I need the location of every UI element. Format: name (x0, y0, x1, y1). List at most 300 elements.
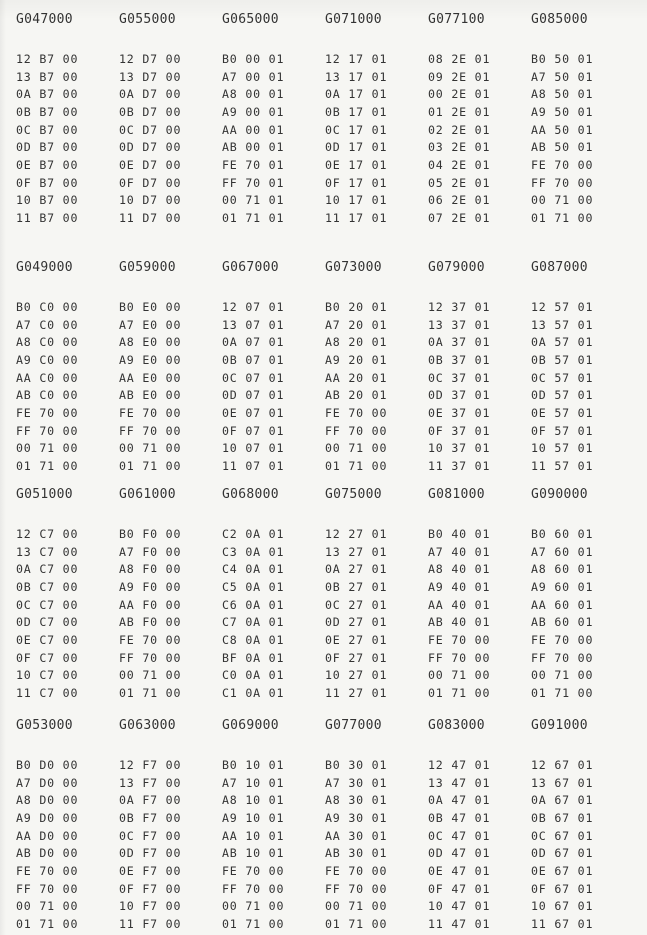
hex-cell: FF 70 00 (325, 423, 388, 438)
hex-cell: 12 C7 00 (16, 526, 79, 541)
hex-cell: AA 60 01 (531, 597, 594, 612)
hex-cell: 01 71 00 (119, 686, 182, 701)
hex-cell: AA D0 00 (16, 828, 79, 843)
hex-cell: 0A D7 00 (119, 87, 182, 102)
hex-cell: 00 71 00 (428, 668, 491, 683)
hex-cell: 0C F7 00 (119, 828, 182, 843)
table-row (16, 50, 636, 68)
hex-cell: A8 40 01 (428, 562, 491, 577)
hex-cell: FF 70 00 (325, 881, 388, 896)
hex-cell: 0E 67 01 (531, 863, 594, 878)
table-row (16, 613, 636, 631)
hex-cell: C1 0A 01 (222, 686, 285, 701)
hex-cell: 10 F7 00 (119, 899, 182, 914)
hex-cell: 10 B7 00 (16, 193, 79, 208)
table-row (16, 880, 636, 898)
hex-cell: A8 E0 00 (119, 335, 182, 350)
hex-cell: 04 2E 01 (428, 157, 491, 172)
hex-cell: A7 00 01 (222, 69, 285, 84)
hex-cell: 01 2E 01 (428, 104, 491, 119)
header-row (16, 8, 636, 30)
hex-cell: A7 60 01 (531, 544, 594, 559)
hex-cell: 01 71 00 (16, 459, 79, 474)
hex-cell: 00 2E 01 (428, 87, 491, 102)
hex-cell: 0A 57 01 (531, 335, 594, 350)
hex-cell: 0C 37 01 (428, 370, 491, 385)
hex-cell: 0A F7 00 (119, 793, 182, 808)
table-row (16, 560, 636, 578)
hex-cell: 11 B7 00 (16, 211, 79, 226)
hex-cell: 13 C7 00 (16, 544, 79, 559)
hex-cell: 10 37 01 (428, 441, 491, 456)
hex-cell: 0D F7 00 (119, 846, 182, 861)
hex-cell: 0B 17 01 (325, 104, 388, 119)
table-row (16, 649, 636, 667)
hex-cell: FF 70 00 (531, 650, 594, 665)
table-row (16, 440, 636, 458)
column-header: G081000 (428, 486, 485, 502)
hex-cell: 0E 27 01 (325, 632, 388, 647)
hex-cell: 12 27 01 (325, 526, 388, 541)
hex-cell: A7 50 01 (531, 69, 594, 84)
hex-cell: A8 00 01 (222, 87, 285, 102)
hex-cell: B0 F0 00 (119, 526, 182, 541)
hex-cell: 12 D7 00 (119, 51, 182, 66)
hex-cell: BF 0A 01 (222, 650, 285, 665)
table-row (16, 103, 636, 121)
hex-cell: 0D D7 00 (119, 140, 182, 155)
table-row (16, 298, 636, 316)
hex-cell: 0E 57 01 (531, 405, 594, 420)
hex-cell: 0D B7 00 (16, 140, 79, 155)
table-row (16, 68, 636, 86)
hex-cell: 0F B7 00 (16, 175, 79, 190)
table-row (16, 915, 636, 933)
hex-cell: AB D0 00 (16, 846, 79, 861)
hex-cell: 01 71 01 (222, 211, 285, 226)
hex-cell: 00 71 00 (222, 899, 285, 914)
hex-cell: 10 C7 00 (16, 668, 79, 683)
hex-cell: FF 70 00 (428, 650, 491, 665)
table-row (16, 667, 636, 685)
column-header: G055000 (119, 11, 176, 27)
table-row (16, 156, 636, 174)
hex-cell: A7 20 01 (325, 317, 388, 332)
hex-cell: 13 67 01 (531, 775, 594, 790)
hex-cell: 0F 47 01 (428, 881, 491, 896)
table-row (16, 85, 636, 103)
hex-cell: 13 17 01 (325, 69, 388, 84)
hex-cell: AA 10 01 (222, 828, 285, 843)
hex-cell: 0B D7 00 (119, 104, 182, 119)
table-row (16, 809, 636, 827)
hex-cell: A8 20 01 (325, 335, 388, 350)
hex-cell: C3 0A 01 (222, 544, 285, 559)
hex-cell: 05 2E 01 (428, 175, 491, 190)
hex-cell: 0F 37 01 (428, 423, 491, 438)
hex-cell: A7 E0 00 (119, 317, 182, 332)
hex-cell: 12 F7 00 (119, 757, 182, 772)
hex-cell: 00 71 00 (325, 899, 388, 914)
hex-cell: 11 C7 00 (16, 686, 79, 701)
header-row (16, 714, 636, 736)
hex-cell: 13 47 01 (428, 775, 491, 790)
hex-cell: FF 70 00 (119, 650, 182, 665)
hex-cell: 11 37 01 (428, 459, 491, 474)
data-rows (16, 756, 636, 933)
column-header: G073000 (325, 259, 382, 275)
column-header: G047000 (16, 11, 73, 27)
hex-cell: 0B 47 01 (428, 810, 491, 825)
hex-cell: 0C B7 00 (16, 122, 79, 137)
hex-cell: 0E B7 00 (16, 157, 79, 172)
hex-cell: FE 70 00 (119, 632, 182, 647)
column-header: G049000 (16, 259, 73, 275)
table-row (16, 369, 636, 387)
hex-cell: 0B B7 00 (16, 104, 79, 119)
hex-cell: 01 71 00 (325, 459, 388, 474)
hex-cell: 0D 47 01 (428, 846, 491, 861)
hex-cell: 10 27 01 (325, 668, 388, 683)
hex-cell: A7 C0 00 (16, 317, 79, 332)
hex-cell: C4 0A 01 (222, 562, 285, 577)
hex-cell: FE 70 01 (222, 157, 285, 172)
hex-cell: B0 40 01 (428, 526, 491, 541)
table-row (16, 827, 636, 845)
column-header: G068000 (222, 486, 279, 502)
hex-cell: 0A 27 01 (325, 562, 388, 577)
hex-cell: 0D 67 01 (531, 846, 594, 861)
hex-cell: 00 71 01 (222, 193, 285, 208)
table-row (16, 386, 636, 404)
hex-cell: A7 D0 00 (16, 775, 79, 790)
hex-cell: 10 67 01 (531, 899, 594, 914)
column-header: G061000 (119, 486, 176, 502)
hex-cell: C8 0A 01 (222, 632, 285, 647)
hex-cell: A8 F0 00 (119, 562, 182, 577)
data-rows (16, 525, 636, 702)
hex-cell: B0 60 01 (531, 526, 594, 541)
hex-cell: 0B 67 01 (531, 810, 594, 825)
hex-cell: B0 20 01 (325, 299, 388, 314)
table-row (16, 791, 636, 809)
hex-cell: B0 00 01 (222, 51, 285, 66)
table-row (16, 578, 636, 596)
hex-cell: 12 47 01 (428, 757, 491, 772)
hex-cell: 0F 07 01 (222, 423, 285, 438)
hex-cell: A8 10 01 (222, 793, 285, 808)
hex-cell: 11 D7 00 (119, 211, 182, 226)
hex-cell: C7 0A 01 (222, 615, 285, 630)
hex-cell: 11 07 01 (222, 459, 285, 474)
hex-cell: FE 70 00 (325, 405, 388, 420)
hex-cell: AA 00 01 (222, 122, 285, 137)
hex-cell: 01 71 00 (16, 917, 79, 932)
hex-cell: 0E 47 01 (428, 863, 491, 878)
hex-cell: C6 0A 01 (222, 597, 285, 612)
column-header: G065000 (222, 11, 279, 27)
column-header: G079000 (428, 259, 485, 275)
hex-cell: 12 17 01 (325, 51, 388, 66)
hex-cell: 0A C7 00 (16, 562, 79, 577)
hex-cell: A9 C0 00 (16, 352, 79, 367)
hex-cell: 0D 57 01 (531, 388, 594, 403)
hex-cell: B0 D0 00 (16, 757, 79, 772)
hex-cell: FF 70 00 (16, 881, 79, 896)
hex-cell: 11 67 01 (531, 917, 594, 932)
hex-cell: A9 F0 00 (119, 579, 182, 594)
hex-cell: 10 57 01 (531, 441, 594, 456)
table-row (16, 174, 636, 192)
column-header: G075000 (325, 486, 382, 502)
hex-cell: FF 70 00 (531, 175, 594, 190)
hex-cell: 01 71 00 (531, 686, 594, 701)
hex-cell: 0B C7 00 (16, 579, 79, 594)
hex-cell: 12 07 01 (222, 299, 285, 314)
table-row (16, 333, 636, 351)
hex-cell: A7 10 01 (222, 775, 285, 790)
hex-cell: 0B 07 01 (222, 352, 285, 367)
column-header: G067000 (222, 259, 279, 275)
hex-cell: C5 0A 01 (222, 579, 285, 594)
column-header: G091000 (531, 717, 588, 733)
hex-cell: 00 71 00 (119, 441, 182, 456)
table-row (16, 862, 636, 880)
hex-cell: 13 F7 00 (119, 775, 182, 790)
hex-cell: 11 17 01 (325, 211, 388, 226)
hex-cell: 00 71 00 (119, 668, 182, 683)
data-rows (16, 298, 636, 475)
hex-cell: C0 0A 01 (222, 668, 285, 683)
hex-cell: 0C 07 01 (222, 370, 285, 385)
hex-cell: 08 2E 01 (428, 51, 491, 66)
table-row (16, 192, 636, 210)
hex-cell: AB 00 01 (222, 140, 285, 155)
hex-cell: A7 F0 00 (119, 544, 182, 559)
hex-cell: 13 37 01 (428, 317, 491, 332)
column-header: G063000 (119, 717, 176, 733)
column-header: G051000 (16, 486, 73, 502)
hex-cell: AB C0 00 (16, 388, 79, 403)
hex-cell: A9 40 01 (428, 579, 491, 594)
hex-cell: 0E 37 01 (428, 405, 491, 420)
hex-cell: B0 E0 00 (119, 299, 182, 314)
hex-cell: 0F F7 00 (119, 881, 182, 896)
column-header: G077000 (325, 717, 382, 733)
hex-cell: A9 20 01 (325, 352, 388, 367)
hex-cell: 0C 57 01 (531, 370, 594, 385)
hex-cell: AB 30 01 (325, 846, 388, 861)
hex-cell: 0A 07 01 (222, 335, 285, 350)
hex-cell: 13 B7 00 (16, 69, 79, 84)
hex-cell: 0C D7 00 (119, 122, 182, 137)
table-row (16, 351, 636, 369)
hex-cell: 0D 07 01 (222, 388, 285, 403)
hex-cell: B0 10 01 (222, 757, 285, 772)
hex-cell: AB E0 00 (119, 388, 182, 403)
hex-cell: 12 37 01 (428, 299, 491, 314)
hex-cell: B0 C0 00 (16, 299, 79, 314)
table-row (16, 596, 636, 614)
hex-cell: 13 57 01 (531, 317, 594, 332)
hex-cell: 0F 27 01 (325, 650, 388, 665)
hex-cell: 13 D7 00 (119, 69, 182, 84)
hex-cell: 06 2E 01 (428, 193, 491, 208)
hex-cell: 13 07 01 (222, 317, 285, 332)
hex-cell: 0C 67 01 (531, 828, 594, 843)
hex-cell: 0D C7 00 (16, 615, 79, 630)
table-block (16, 483, 636, 702)
hex-cell: 11 F7 00 (119, 917, 182, 932)
hex-cell: FE 70 00 (531, 632, 594, 647)
table-row (16, 898, 636, 916)
hex-cell: 0E 17 01 (325, 157, 388, 172)
hex-cell: 00 71 00 (325, 441, 388, 456)
hex-cell: 0F 67 01 (531, 881, 594, 896)
table-row (16, 756, 636, 774)
hex-cell: 0B 27 01 (325, 579, 388, 594)
hex-cell: 0B 37 01 (428, 352, 491, 367)
hex-cell: FE 70 00 (531, 157, 594, 172)
table-row (16, 525, 636, 543)
hex-cell: 10 47 01 (428, 899, 491, 914)
hex-cell: 10 D7 00 (119, 193, 182, 208)
hex-cell: 11 27 01 (325, 686, 388, 701)
table-block (16, 8, 636, 227)
table-row (16, 543, 636, 561)
hex-cell: A7 30 01 (325, 775, 388, 790)
hex-cell: 0C 27 01 (325, 597, 388, 612)
hex-cell: A9 50 01 (531, 104, 594, 119)
column-header: G085000 (531, 11, 588, 27)
hex-cell: A9 D0 00 (16, 810, 79, 825)
hex-cell: 01 71 00 (531, 211, 594, 226)
hex-cell: 12 57 01 (531, 299, 594, 314)
hex-cell: AA C0 00 (16, 370, 79, 385)
hex-cell: A8 30 01 (325, 793, 388, 808)
hex-cell: 0E C7 00 (16, 632, 79, 647)
table-row (16, 138, 636, 156)
hex-cell: 0C 47 01 (428, 828, 491, 843)
table-block (16, 714, 636, 933)
hex-cell: A9 30 01 (325, 810, 388, 825)
hex-cell: 03 2E 01 (428, 140, 491, 155)
table-row (16, 844, 636, 862)
hex-cell: B0 30 01 (325, 757, 388, 772)
hex-cell: 0B F7 00 (119, 810, 182, 825)
header-row (16, 483, 636, 505)
table-row (16, 684, 636, 702)
hex-cell: FF 70 00 (222, 881, 285, 896)
hex-cell: AA 30 01 (325, 828, 388, 843)
hex-cell: FF 70 01 (222, 175, 285, 190)
data-rows (16, 50, 636, 227)
table-row (16, 631, 636, 649)
hex-cell: FE 70 00 (428, 632, 491, 647)
table-row (16, 316, 636, 334)
hex-cell: A8 D0 00 (16, 793, 79, 808)
column-header: G071000 (325, 11, 382, 27)
table-row (16, 209, 636, 227)
hex-cell: 0A 47 01 (428, 793, 491, 808)
hex-cell: A8 50 01 (531, 87, 594, 102)
hex-cell: AA 50 01 (531, 122, 594, 137)
hex-cell: FE 70 00 (16, 863, 79, 878)
hex-cell: 07 2E 01 (428, 211, 491, 226)
column-header: G090000 (531, 486, 588, 502)
hex-cell: 0E F7 00 (119, 863, 182, 878)
hex-cell: 00 71 00 (531, 668, 594, 683)
table-block (16, 256, 636, 475)
hex-cell: 0D 17 01 (325, 140, 388, 155)
table-row (16, 404, 636, 422)
table-row (16, 121, 636, 139)
column-header: G083000 (428, 717, 485, 733)
hex-cell: 10 17 01 (325, 193, 388, 208)
hex-cell: 11 57 01 (531, 459, 594, 474)
hex-cell: FF 70 00 (16, 423, 79, 438)
hex-cell: 01 71 00 (428, 686, 491, 701)
column-header: G077100 (428, 11, 485, 27)
hex-cell: 0A 37 01 (428, 335, 491, 350)
hex-cell: 0C C7 00 (16, 597, 79, 612)
hex-cell: 0A B7 00 (16, 87, 79, 102)
hex-cell: AB 60 01 (531, 615, 594, 630)
hex-cell: 12 B7 00 (16, 51, 79, 66)
hex-cell: 00 71 00 (16, 899, 79, 914)
hex-cell: FE 70 00 (16, 405, 79, 420)
hex-cell: 0E D7 00 (119, 157, 182, 172)
hex-cell: C2 0A 01 (222, 526, 285, 541)
hex-cell: A9 60 01 (531, 579, 594, 594)
column-header: G069000 (222, 717, 279, 733)
hex-cell: 0A 67 01 (531, 793, 594, 808)
hex-cell: 01 71 00 (325, 917, 388, 932)
table-row (16, 774, 636, 792)
hex-cell: 0D 27 01 (325, 615, 388, 630)
hex-cell: AB 20 01 (325, 388, 388, 403)
hex-cell: 0F 17 01 (325, 175, 388, 190)
hex-cell: 00 71 00 (531, 193, 594, 208)
hex-cell: FE 70 00 (325, 863, 388, 878)
column-header: G087000 (531, 259, 588, 275)
hex-cell: FE 70 00 (222, 863, 285, 878)
hex-cell: 0E 07 01 (222, 405, 285, 420)
hex-cell: 10 07 01 (222, 441, 285, 456)
hex-cell: 0C 17 01 (325, 122, 388, 137)
hex-cell: A7 40 01 (428, 544, 491, 559)
hex-cell: AA 40 01 (428, 597, 491, 612)
hex-cell: A9 00 01 (222, 104, 285, 119)
hex-cell: 09 2E 01 (428, 69, 491, 84)
hex-cell: AB F0 00 (119, 615, 182, 630)
hex-cell: AA F0 00 (119, 597, 182, 612)
hex-cell: AB 40 01 (428, 615, 491, 630)
hex-cell: A9 10 01 (222, 810, 285, 825)
hex-cell: AB 10 01 (222, 846, 285, 861)
hex-cell: B0 50 01 (531, 51, 594, 66)
hex-cell: FF 70 00 (119, 423, 182, 438)
hex-cell: 01 71 00 (222, 917, 285, 932)
hex-cell: 0F 57 01 (531, 423, 594, 438)
hex-cell: 0F D7 00 (119, 175, 182, 190)
column-header: G053000 (16, 717, 73, 733)
header-row (16, 256, 636, 278)
table-row (16, 457, 636, 475)
hex-cell: 0D 37 01 (428, 388, 491, 403)
hex-cell: A8 C0 00 (16, 335, 79, 350)
hex-cell: A8 60 01 (531, 562, 594, 577)
